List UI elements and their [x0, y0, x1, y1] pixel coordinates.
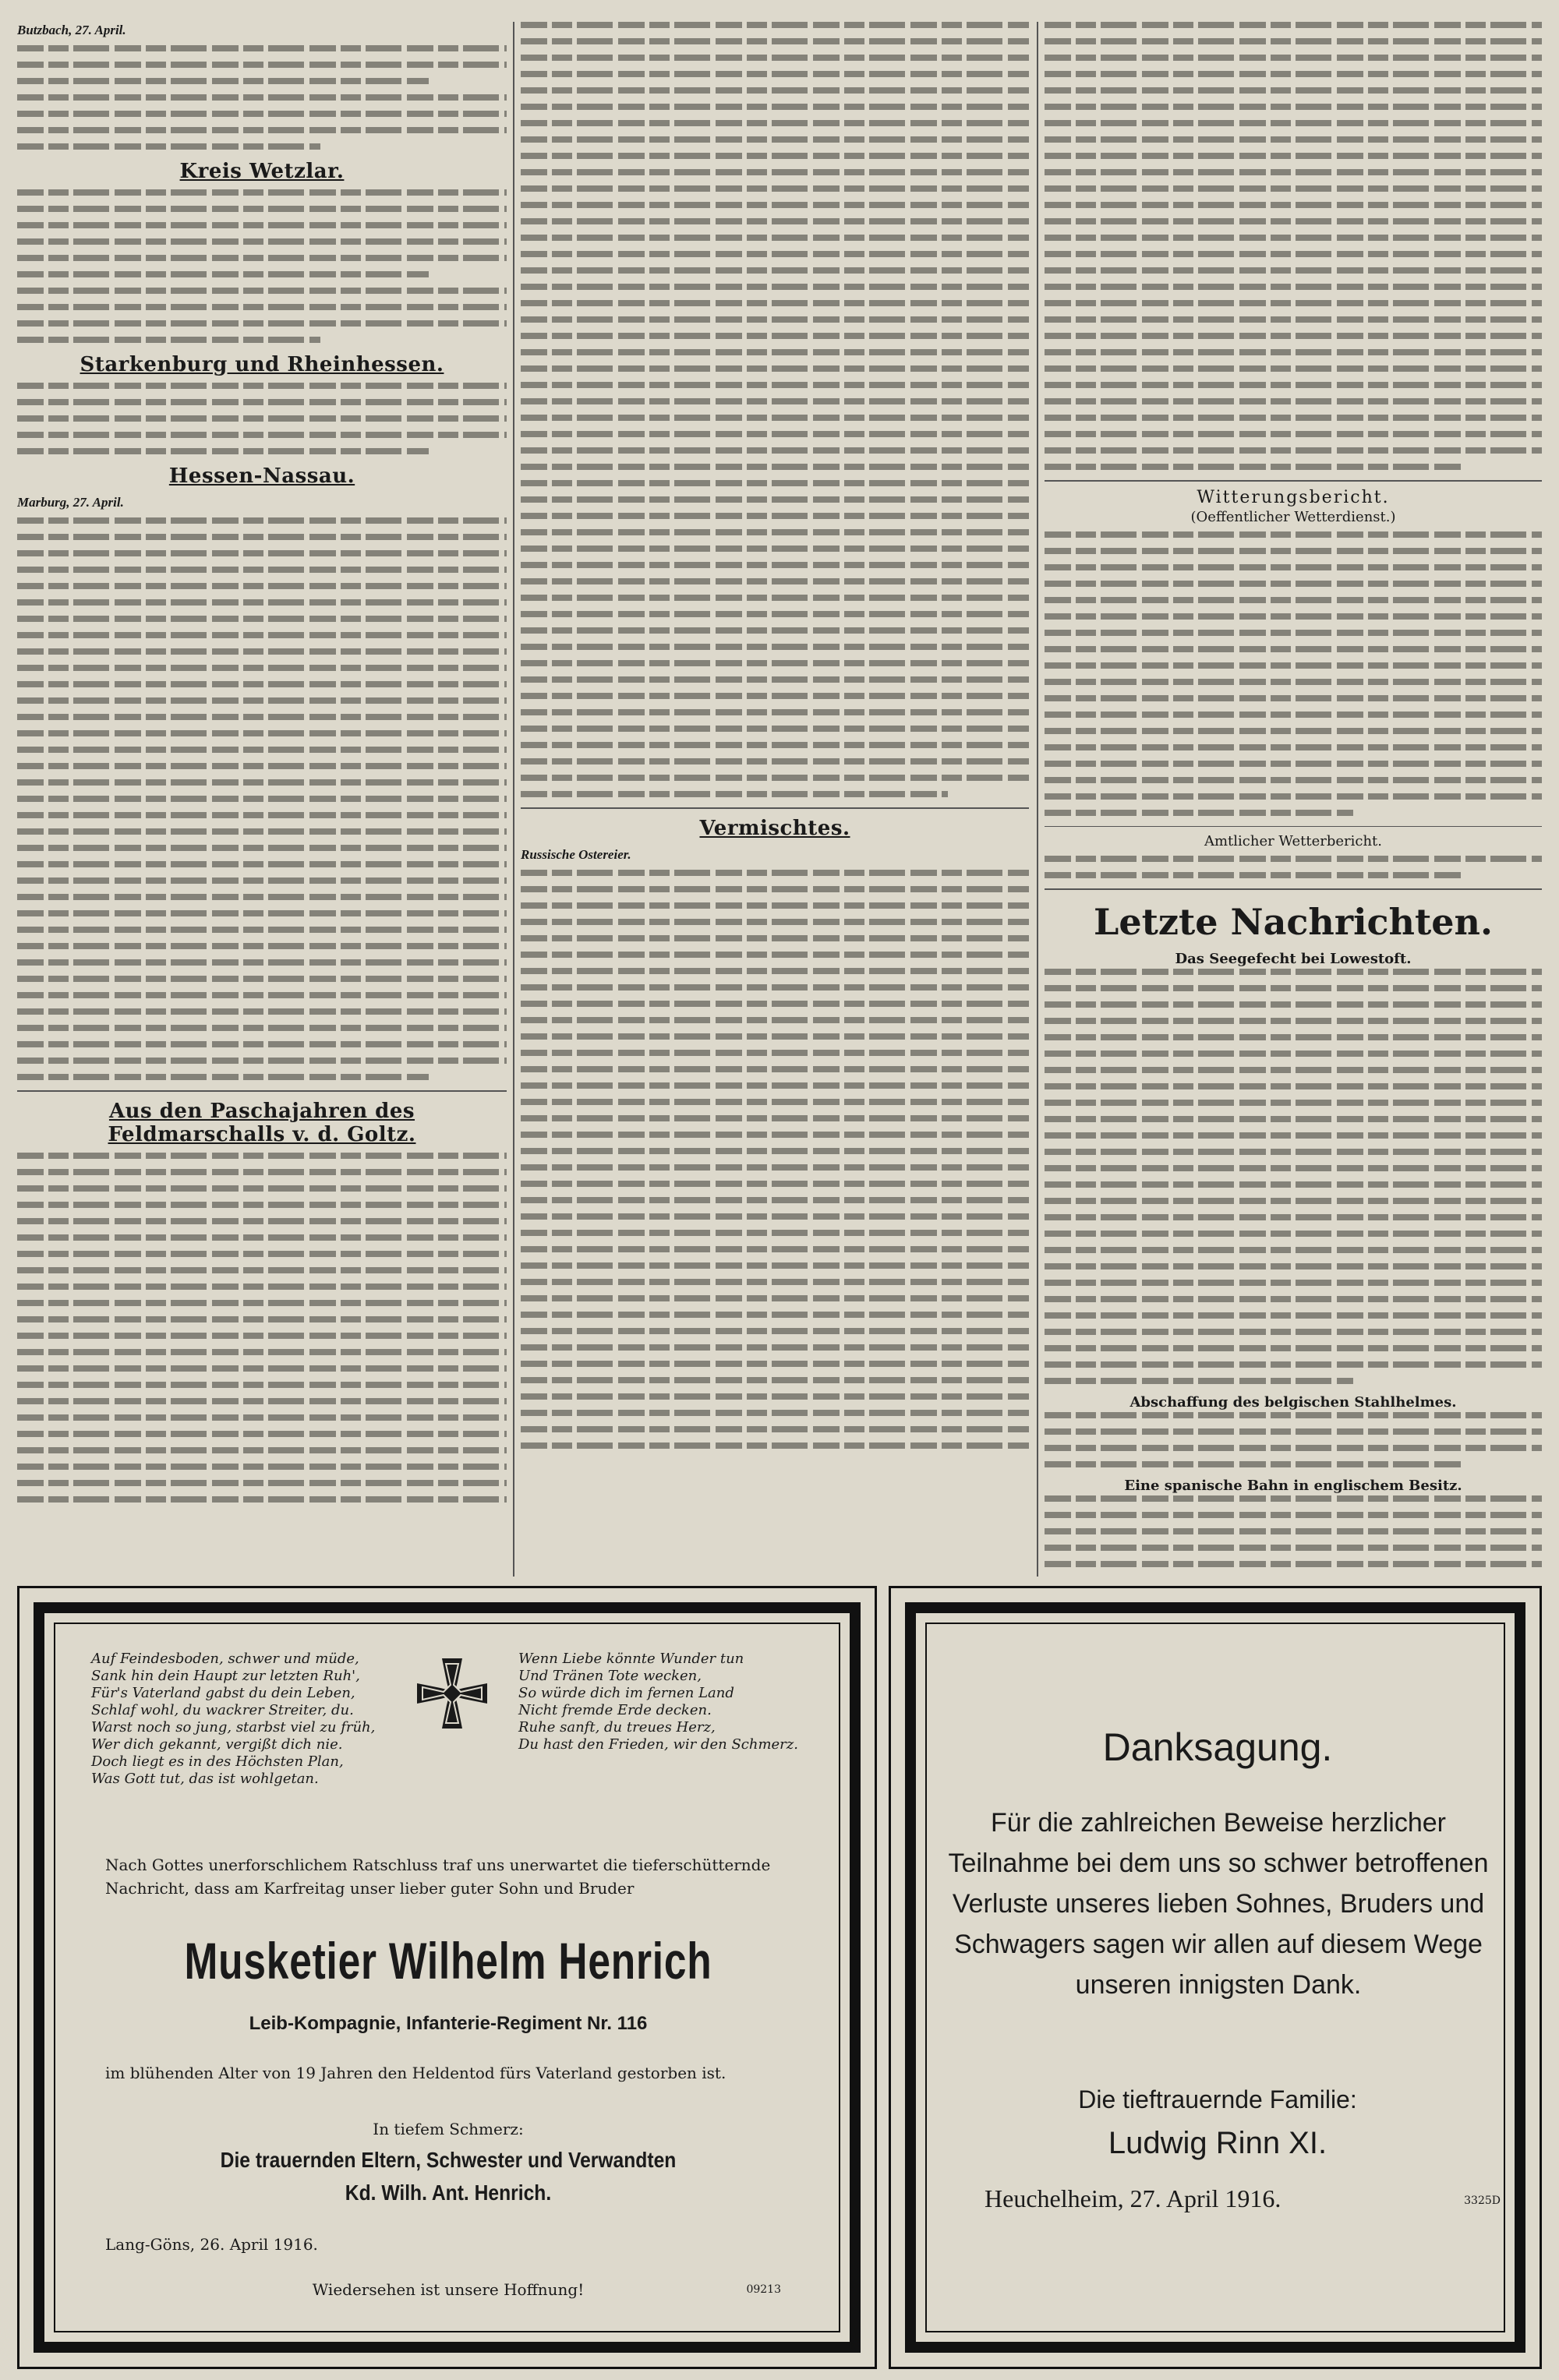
section-heading: Starkenburg und Rheinhessen.	[80, 353, 444, 376]
article-ostereier	[521, 846, 1029, 863]
divider	[1045, 480, 1542, 482]
article-marburg	[17, 494, 507, 511]
section-heading: Kreis Wetzlar.	[179, 160, 345, 183]
article-text-block	[17, 383, 507, 454]
news-column-1	[17, 22, 507, 1577]
poem-line: So würde dich im fernen Land	[518, 1685, 734, 1701]
news-column-3	[1045, 22, 1542, 1577]
article-text-block	[17, 189, 507, 343]
notice-intro: Nach Gottes unerforschlichem Ratschluss traf uns unerwartet die tieferschütternde Nachricht, dass am Karfreitag unser lieber guter Sohn und Bruder	[105, 1856, 771, 1898]
latest-news-heading: Letzte Nachrichten.	[1094, 901, 1493, 943]
poem-line: Schlaf wohl, du wackrer Streiter, du.	[91, 1702, 354, 1718]
divider	[1045, 826, 1542, 827]
poem-line: Wenn Liebe könnte Wunder tun	[518, 1651, 744, 1667]
notice-schmerz: In tiefem Schmerz:	[373, 2120, 524, 2138]
column-rule	[513, 22, 514, 1577]
thanks-code: 3325D	[1464, 2195, 1501, 2207]
thanks-notice	[889, 1586, 1542, 2369]
notice-code: 09213	[746, 2283, 781, 2296]
article-text-block	[521, 22, 1029, 797]
poem-line: Nicht fremde Erde decken.	[518, 1702, 712, 1718]
article-text-block	[1045, 856, 1542, 878]
article-text-block	[1045, 1495, 1542, 1577]
notice-text: im blühenden Alter von 19 Jahren den Heldentod fürs Vaterland gestorben ist.	[105, 2064, 726, 2082]
poem-line: Du hast den Frieden, wir den Schmerz.	[518, 1736, 798, 1753]
weather-subheading: (Oeffentlicher Wetterdienst.)	[1190, 509, 1396, 525]
thanks-family-label: Die tieftrauernde Familie:	[1078, 2085, 1357, 2113]
divider	[1045, 888, 1542, 890]
official-weather-heading: Amtlicher Wetterbericht.	[1204, 833, 1383, 849]
article-lead: Butzbach, 27. April.	[17, 23, 126, 37]
section-heading: Hessen-Nassau.	[168, 464, 355, 488]
article-text-block	[17, 517, 507, 1080]
deceased-unit: Leib-Kompagnie, Infanterie-Regiment Nr. 116	[249, 2013, 648, 2034]
poem-line: Ruhe sanft, du treues Herz,	[518, 1719, 716, 1736]
poem-line: Was Gott tut, das ist wohlgetan.	[91, 1771, 319, 1787]
notice-place-date: Lang-Göns, 26. April 1916.	[105, 2235, 318, 2254]
article-lead: Marburg, 27. April.	[17, 495, 124, 510]
mourners-line-2: Kd. Wilh. Ant. Henrich.	[345, 2180, 552, 2205]
poem-line: Auf Feindesboden, schwer und müde,	[91, 1651, 359, 1667]
article-text-block	[1045, 1412, 1542, 1467]
deceased-name: Musketier Wilhelm Henrich	[184, 1932, 712, 1990]
column-rule	[1037, 22, 1038, 1577]
poem-line: Sank hin dein Haupt zur letzten Ruh',	[91, 1668, 360, 1684]
poem-right	[518, 1651, 822, 1753]
notice-closing: Wiedersehen ist unsere Hoffnung!	[312, 2280, 585, 2299]
article-text-block	[1045, 969, 1542, 1384]
poem-line: Doch liegt es in des Höchsten Plan,	[91, 1753, 344, 1770]
thanks-place-date: Heuchelheim, 27. April 1916.	[985, 2184, 1281, 2212]
article-text-block	[521, 870, 1029, 1449]
subheading-seegefecht: Das Seegefecht bei Lowestoft.	[1175, 951, 1412, 967]
news-section	[17, 22, 1542, 1577]
article-butzbach	[17, 22, 507, 39]
poem-line: Warst noch so jung, starbst viel zu früh,	[91, 1719, 376, 1736]
article-text-block	[1045, 531, 1542, 816]
section-heading: Aus den Paschajahren des Feldmarschalls v. d. Goltz.	[108, 1100, 416, 1146]
divider	[521, 807, 1029, 809]
article-lead: Russische Ostereier.	[521, 847, 631, 862]
thanks-family-name: Ludwig Rinn XI.	[1108, 2126, 1327, 2160]
divider	[17, 1090, 507, 1092]
article-text-block	[1045, 22, 1542, 470]
article-text-block	[17, 1153, 507, 1503]
iron-cross-icon	[409, 1651, 495, 1736]
death-notice	[17, 1586, 877, 2369]
mourners-line-1: Die trauernden Eltern, Schwester und Verwandten	[220, 2148, 677, 2172]
poem-line: Wer dich gekannt, vergißt dich nie.	[91, 1736, 343, 1753]
thanks-text: Für die zahlreichen Beweise herzlicher Teilnahme bei dem uns so schwer betroffenen Verluste unseres lieben Sohnes, Bruders und Schwagers sagen wir allen auf diesem Wege unseren innigsten Dank.	[948, 1808, 1489, 2000]
section-heading: Vermischtes.	[699, 817, 850, 840]
weather-heading: Witterungsbericht.	[1197, 488, 1390, 507]
subheading-bahn: Eine spanische Bahn in englischem Besitz.	[1124, 1478, 1462, 1494]
news-column-2	[521, 22, 1029, 1577]
article-text-block	[17, 45, 507, 150]
poem-line: Und Tränen Tote wecken,	[518, 1668, 702, 1684]
subheading-stahlhelme: Abschaffung des belgischen Stahlhelmes.	[1129, 1394, 1457, 1411]
poem-line: Für's Vaterland gabst du dein Leben,	[91, 1685, 355, 1701]
thanks-title: Danksagung.	[1102, 1725, 1333, 1769]
poem-left	[91, 1651, 395, 1788]
